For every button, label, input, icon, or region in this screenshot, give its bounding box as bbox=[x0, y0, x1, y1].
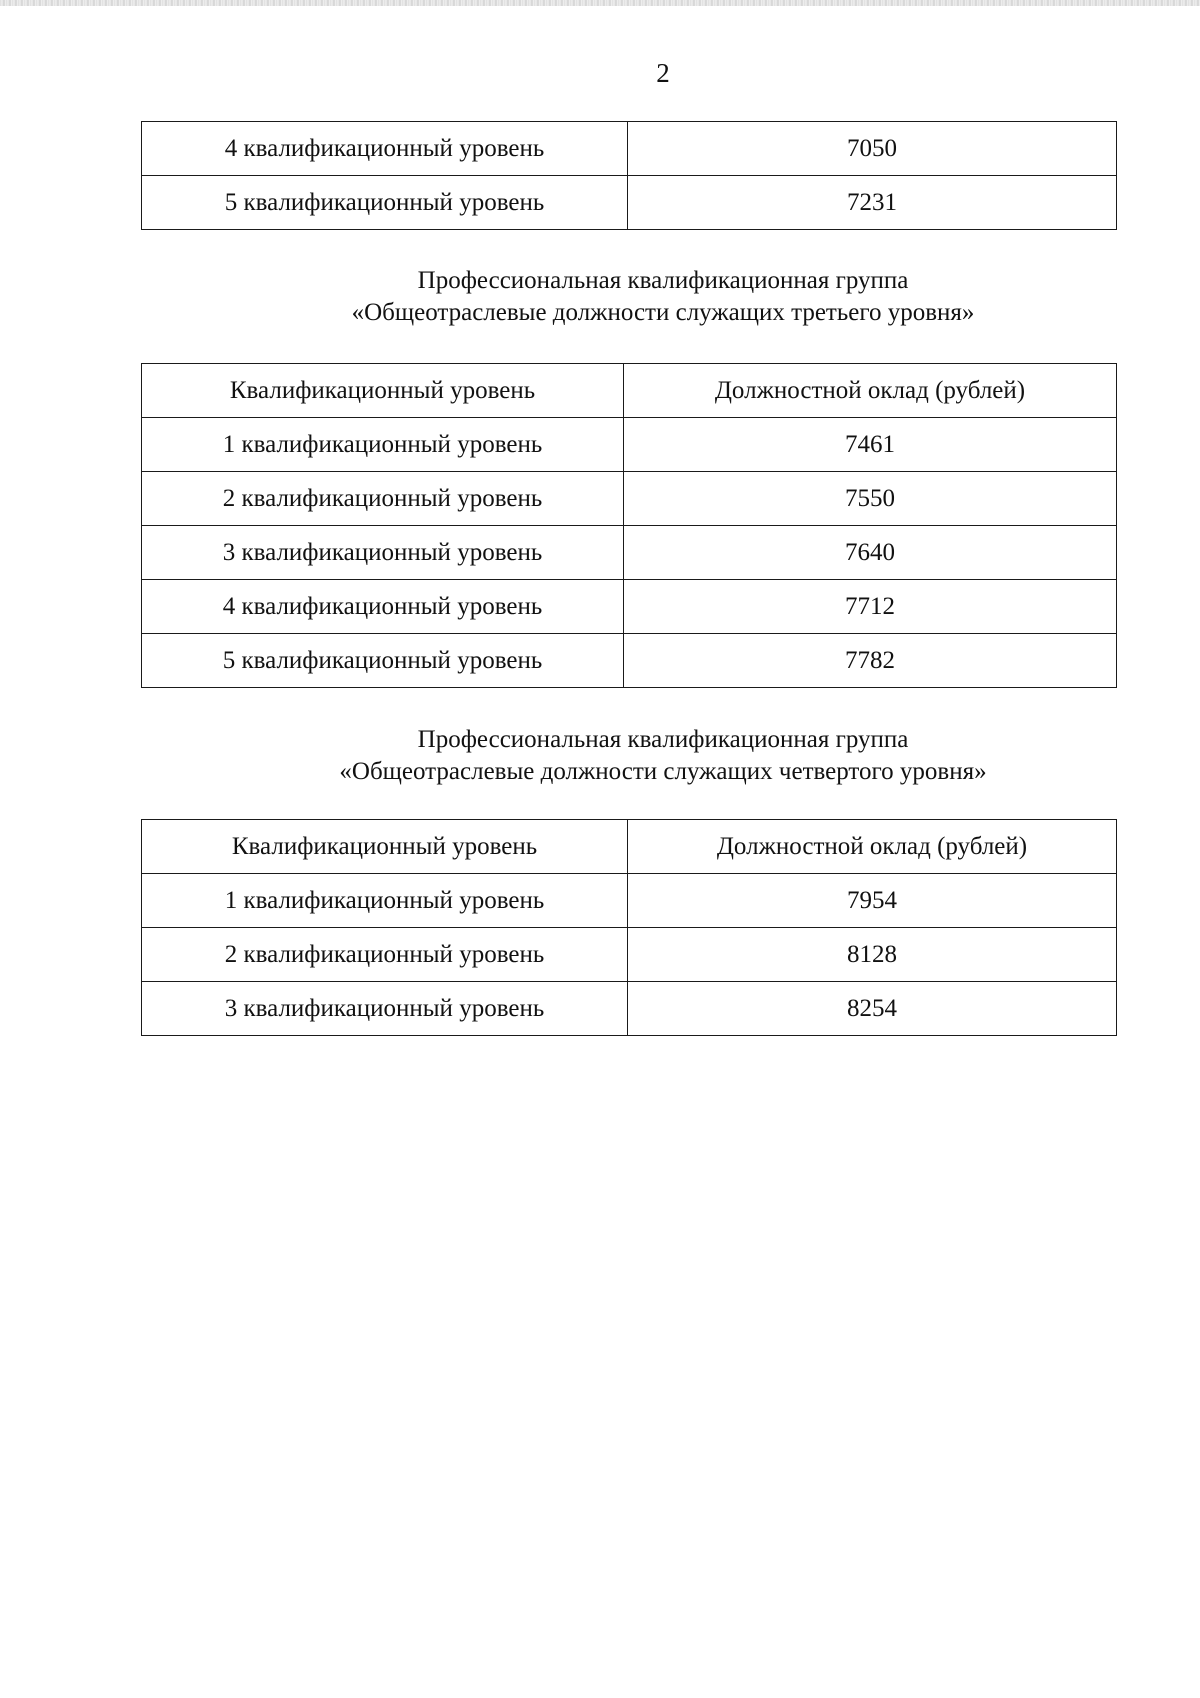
table-row bbox=[142, 418, 1117, 472]
table-row bbox=[142, 526, 1117, 580]
salary-cell: 7550 bbox=[624, 472, 1117, 526]
group-fourth-heading-line2: «Общеотраслевые должности служащих четвертого уровня» bbox=[339, 758, 987, 785]
group-third-heading-line1: Профессиональная квалификационная группа bbox=[417, 267, 909, 294]
group-fourth-heading-line1: Профессиональная квалификационная группа bbox=[417, 726, 909, 753]
group-third-heading-line2: «Общеотраслевые должности служащих третьего уровня» bbox=[351, 299, 975, 326]
group-fourth-heading bbox=[0, 724, 1200, 788]
salary-table-continued bbox=[141, 121, 1117, 230]
salary-cell: 8254 bbox=[628, 982, 1117, 1036]
table-row bbox=[142, 472, 1117, 526]
column-header-salary: Должностной оклад (рублей) bbox=[628, 820, 1117, 874]
salary-cell: 7231 bbox=[628, 176, 1117, 230]
group-third-heading bbox=[0, 265, 1200, 329]
salary-cell: 8128 bbox=[628, 928, 1117, 982]
scan-edge bbox=[0, 0, 1200, 6]
level-cell: 2 квалификационный уровень bbox=[142, 472, 624, 526]
column-header-salary: Должностной оклад (рублей) bbox=[624, 364, 1117, 418]
salary-cell: 7050 bbox=[628, 122, 1117, 176]
table-row bbox=[142, 122, 1117, 176]
level-cell: 4 квалификационный уровень bbox=[142, 580, 624, 634]
column-header-level: Квалификационный уровень bbox=[142, 820, 628, 874]
column-header-level: Квалификационный уровень bbox=[142, 364, 624, 418]
salary-cell: 7954 bbox=[628, 874, 1117, 928]
level-cell: 4 квалификационный уровень bbox=[142, 122, 628, 176]
salary-cell: 7461 bbox=[624, 418, 1117, 472]
table-row bbox=[142, 982, 1117, 1036]
salary-table-fourth-level bbox=[141, 819, 1117, 1036]
table-row bbox=[142, 928, 1117, 982]
level-cell: 3 квалификационный уровень bbox=[142, 526, 624, 580]
level-cell: 2 квалификационный уровень bbox=[142, 928, 628, 982]
salary-cell: 7712 bbox=[624, 580, 1117, 634]
level-cell: 5 квалификационный уровень bbox=[142, 176, 628, 230]
table-row bbox=[142, 874, 1117, 928]
table-header-row bbox=[142, 820, 1117, 874]
table-header-row bbox=[142, 364, 1117, 418]
salary-cell: 7640 bbox=[624, 526, 1117, 580]
level-cell: 5 квалификационный уровень bbox=[142, 634, 624, 688]
table-row bbox=[142, 580, 1117, 634]
table-row bbox=[142, 176, 1117, 230]
page-number: 2 bbox=[656, 58, 670, 88]
level-cell: 3 квалификационный уровень bbox=[142, 982, 628, 1036]
salary-cell: 7782 bbox=[624, 634, 1117, 688]
level-cell: 1 квалификационный уровень bbox=[142, 874, 628, 928]
table-row bbox=[142, 634, 1117, 688]
level-cell: 1 квалификационный уровень bbox=[142, 418, 624, 472]
salary-table-third-level bbox=[141, 363, 1117, 688]
